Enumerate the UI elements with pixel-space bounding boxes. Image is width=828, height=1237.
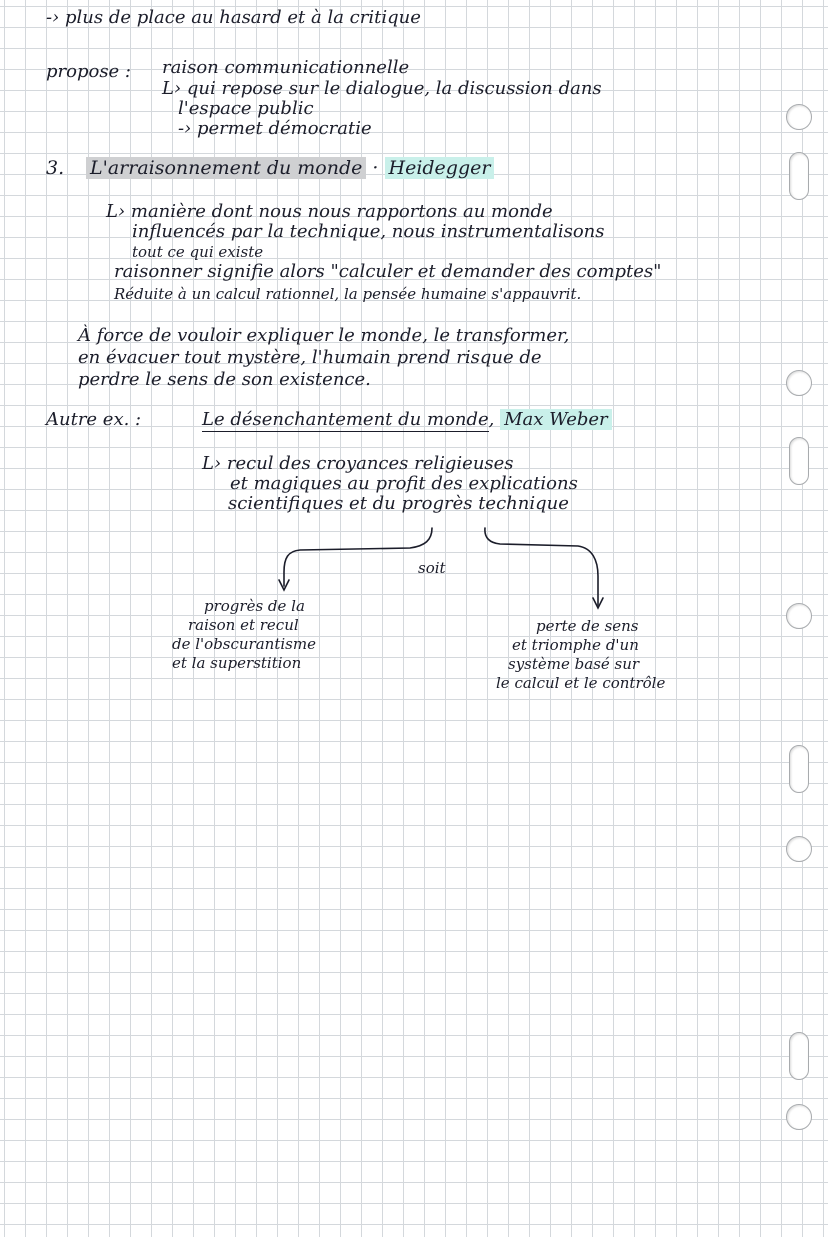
autre-title: Le désenchantement du monde bbox=[202, 409, 489, 430]
left-branch-line: de l'obscurantisme bbox=[172, 635, 316, 653]
section-author: Heidegger bbox=[385, 157, 495, 179]
autre-label: Autre ex. : bbox=[46, 409, 142, 430]
right-branch-line: système basé sur bbox=[508, 655, 640, 673]
note-line: L› recul des croyances religieuses bbox=[202, 453, 514, 474]
paragraph-line: en évacuer tout mystère, l'humain prend risque de bbox=[78, 347, 542, 368]
propose-label: propose : bbox=[46, 61, 131, 82]
paragraph-line: perdre le sens de son existence. bbox=[78, 369, 371, 390]
note-line: influencés par la technique, nous instrumentalisons bbox=[132, 221, 605, 242]
note-line: l'espace public bbox=[178, 98, 314, 119]
section-title: L'arraisonnement du monde bbox=[86, 157, 366, 179]
right-branch-line: et triomphe d'un bbox=[512, 636, 639, 654]
note-line: Réduite à un calcul rationnel, la pensée humaine s'appauvrit. bbox=[114, 285, 582, 303]
note-line: -› plus de place au hasard et à la critique bbox=[46, 7, 421, 28]
note-line: L› manière dont nous nous rapportons au monde bbox=[106, 201, 553, 222]
left-branch-line: progrès de la bbox=[204, 597, 305, 615]
note-line: -› permet démocratie bbox=[178, 118, 372, 139]
soit-label: soit bbox=[418, 559, 446, 577]
heading-comma: , bbox=[488, 409, 495, 430]
note-line: raison communicationnelle bbox=[162, 57, 410, 78]
note-line: et magiques au profit des explications bbox=[230, 473, 578, 494]
note-line: scientifiques et du progrès technique bbox=[228, 493, 569, 514]
left-branch-line: et la superstition bbox=[172, 654, 302, 672]
note-line: raisonner signifie alors "calculer et demander des comptes" bbox=[114, 261, 662, 282]
section-number: 3. bbox=[46, 157, 65, 179]
heading-separator: · bbox=[372, 157, 379, 179]
left-branch-line: raison et recul bbox=[188, 616, 299, 634]
note-line: L› qui repose sur le dialogue, la discussion dans bbox=[162, 78, 602, 99]
right-branch-line: le calcul et le contrôle bbox=[496, 674, 666, 692]
paragraph-line: À force de vouloir expliquer le monde, le transformer, bbox=[78, 325, 570, 346]
note-line: tout ce qui existe bbox=[132, 243, 264, 261]
autre-author: Max Weber bbox=[500, 409, 612, 430]
right-branch-line: perte de sens bbox=[536, 617, 639, 635]
